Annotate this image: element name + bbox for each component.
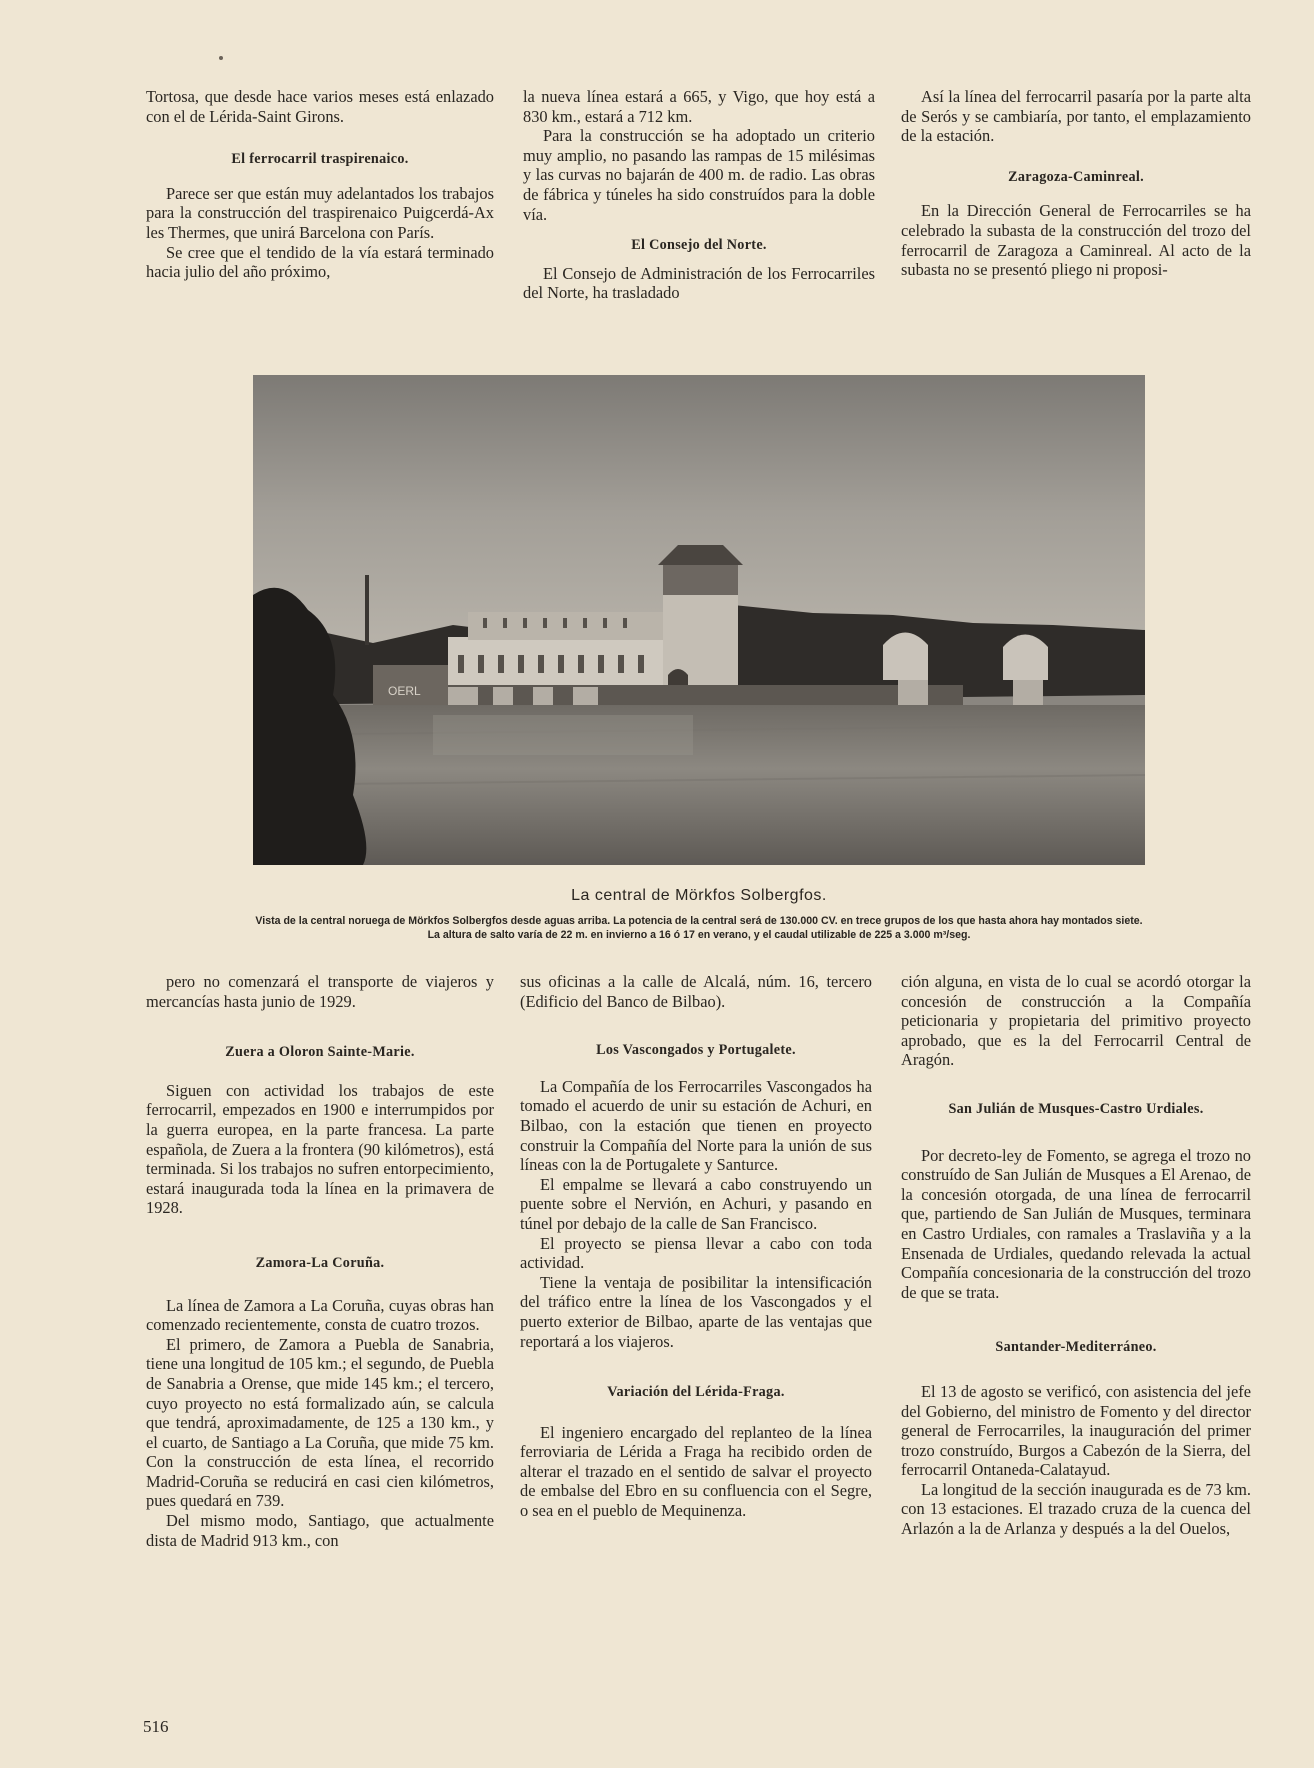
photo-caption-title: La central de Mörkfos Solbergfos. xyxy=(571,887,827,904)
section-heading: Zuera a Oloron Sainte-Marie. xyxy=(225,1044,415,1061)
section-heading: San Julián de Musques-Castro Urdiales. xyxy=(948,1100,1204,1117)
paragraph: El proyecto se piensa llevar a cabo con toda actividad. xyxy=(520,1233,872,1273)
section-heading: El ferrocarril traspirenaico. xyxy=(231,151,409,168)
paragraph: Tiene la ventaja de posibilitar la intensificación del tráfico entre la línea de los Vascongados y el puerto exterior de Bilbao, aparte de las ventajas que reportará a los viajeros. xyxy=(520,1272,872,1351)
paragraph: El empalme se llevará a cabo construyendo un puente sobre el Nervión, en Achuri, y pasando en túnel por debajo de la calle de San Francisco. xyxy=(520,1174,872,1233)
power-station-photo xyxy=(253,375,1145,865)
print-speck xyxy=(219,56,223,60)
section-heading: Los Vascongados y Portugalete. xyxy=(596,1042,796,1059)
gate-house xyxy=(883,633,928,681)
paragraph: El ingeniero encargado del replanteo de la línea ferroviaria de Lérida a Fraga ha recibido orden de alterar el trazado en el sentido de salvar el proyecto de embalse del Ebro en su confluencia con el Segre, o sea en el pueblo de Mequinenza. xyxy=(520,1422,872,1521)
paragraph: El primero, de Zamora a Puebla de Sanabria, tiene una longitud de 105 km.; el segundo, de Puebla de Sanabria a Orense, que mide 145 km.; el tercero, cuyo proyecto no está formalizado aún, se calcula que tendrá, aproximadamente, de 125 a 130 km., y el cuarto, de Santiago a La Coruña, que mide 75 km. Con la construcción de esta línea, el recorrido Madrid-Coruña se reducirá en casi cien kilómetros, pues quedará en 739. xyxy=(146,1334,494,1511)
paragraph: El Consejo de Administración de los Ferrocarriles del Norte, ha trasladado xyxy=(523,263,875,303)
bottom-column-3 xyxy=(901,972,1251,1539)
caption-line: Vista de la central noruega de Mörkfos Solbergfos desde aguas arriba. La potencia de la central será de 130.000 CV. en trece grupos de los que hasta ahora hay montados siete. xyxy=(255,915,1143,927)
gate-house xyxy=(1003,635,1048,681)
paragraph: Para la construcción se ha adoptado un criterio muy amplio, no pasando las rampas de 15 milésimas y las curvas no bajarán de 400 m. de radio. Las obras de fábrica y túneles ha sido construídos para la doble vía. xyxy=(523,126,875,224)
paragraph: Así la línea del ferrocarril pasaría por la parte alta de Serós y se cambiaría, por tanto, el emplazamiento de la estación. xyxy=(901,87,1251,146)
top-column-2 xyxy=(523,87,875,303)
photo-caption-text xyxy=(140,914,1258,942)
dam xyxy=(403,685,963,707)
top-column-1 xyxy=(146,87,494,282)
paragraph: Parece ser que están muy adelantados los trabajos para la construcción del traspirenaico Puigcerdá-Ax les Thermes, que unirá Barcelona con París. xyxy=(146,183,494,242)
bottom-column-2 xyxy=(520,972,872,1521)
sign-text: OERL xyxy=(388,684,421,698)
paragraph: Del mismo modo, Santiago, que actualmente dista de Madrid 913 km., con xyxy=(146,1511,494,1550)
paragraph: Tortosa, que desde hace varios meses está enlazado con el de Lérida-Saint Girons. xyxy=(146,87,494,126)
page-number: 516 xyxy=(143,1717,169,1736)
paragraph: Siguen con actividad los trabajos de este ferrocarril, empezados en 1900 e interrumpidos por la guerra europea, en la parte francesa. La parte española, de Zuera a la frontera (90 kilómetros), está terminada. Si los trabajos no sufren entorpecimiento, estará inaugurada toda la línea en la primavera de 1928. xyxy=(146,1080,494,1218)
paragraph: pero no comenzará el transporte de viajeros y mercancías hasta junio de 1929. xyxy=(146,972,494,1011)
paragraph: El 13 de agosto se verificó, con asistencia del jefe del Gobierno, del ministro de Fomento y del director general de Ferrocarriles, la inauguración del primer trozo construído, Burgos a Cabezón de la Sierra, del ferrocarril Ontaneda-Calatayud. xyxy=(901,1381,1251,1480)
top-column-3 xyxy=(901,87,1251,280)
paragraph: En la Dirección General de Ferrocarriles se ha celebrado la subasta de la construcción del trozo del ferrocarril de Zaragoza a Caminreal. Al acto de la subasta no se presentó pliego ni proposi- xyxy=(901,201,1251,280)
section-heading: Santander-Mediterráneo. xyxy=(995,1339,1157,1356)
section-heading: Zaragoza-Caminreal. xyxy=(1008,168,1144,185)
section-heading: Variación del Lérida-Fraga. xyxy=(607,1384,785,1401)
paragraph: ción alguna, en vista de lo cual se acordó otorgar la concesión de construcción a la Compañía peticionaria y propietaria del primitivo proyecto aprobado, que es la del Ferrocarril Central de Aragón. xyxy=(901,972,1251,1070)
paragraph: Por decreto-ley de Fomento, se agrega el trozo no construído de San Julián de Musques a El Arenao, de la concesión otorgada, de una línea de ferrocarril que, partiendo de San Julián de Musques, terminara en Castro Urdiales, con ramales a Traslaviña y a la Ensenada de Urdiales, quedando relevada la actual Compañía concesionaria de la construcción del trozo de que se trata. xyxy=(901,1145,1251,1302)
section-heading: Zamora-La Coruña. xyxy=(255,1254,385,1271)
paragraph: La línea de Zamora a La Coruña, cuyas obras han comenzado recientemente, consta de cuatro trozos. xyxy=(146,1295,494,1335)
section-heading: El Consejo del Norte. xyxy=(631,237,767,254)
paragraph: La Compañía de los Ferrocarriles Vascongados ha tomado el acuerdo de unir su estación de Achuri, en Bilbao, con la estación que tienen en proyecto construir la Compañía del Norte para la unión de sus líneas con la de Portugalete y Santurce. xyxy=(520,1076,872,1175)
caption-line: La altura de salto varía de 22 m. en invierno a 16 ó 17 en verano, y el caudal utilizable de 225 a 3.000 m³/seg. xyxy=(427,929,971,941)
paragraph: la nueva línea estará a 665, y Vigo, que hoy está a 830 km., estará a 712 km. xyxy=(523,87,875,126)
bottom-column-1 xyxy=(146,972,494,1550)
paragraph: Se cree que el tendido de la vía estará terminado hacia julio del año próximo, xyxy=(146,242,494,282)
photo-illustration xyxy=(253,375,1145,865)
paragraph: sus oficinas a la calle de Alcalá, núm. 16, tercero (Edificio del Banco de Bilbao). xyxy=(520,972,872,1011)
chimney xyxy=(365,575,369,645)
paragraph: La longitud de la sección inaugurada es de 73 km. con 13 estaciones. El trazado cruza de la cuenca del Arlazón a la de Arlanza y después a la del Ouelos, xyxy=(901,1479,1251,1539)
hall-roof xyxy=(468,612,683,640)
